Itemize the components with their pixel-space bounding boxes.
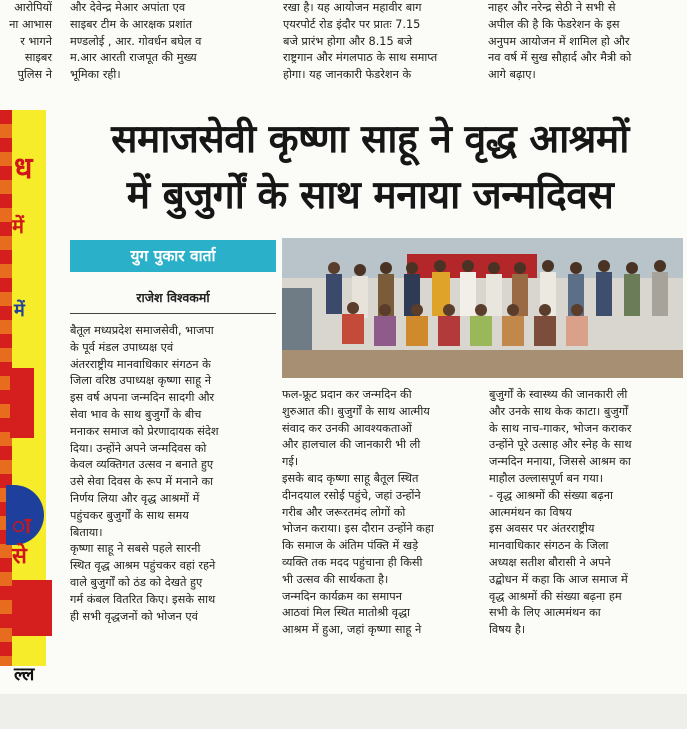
text-line: दीनदयाल रसोई पहुंचे, जहां उन्होंने xyxy=(282,488,421,502)
text-line: अध्यक्ष सतीश बौरासी ने अपने xyxy=(489,555,611,569)
text-line: रखा है। यह आयोजन महावीर बाग xyxy=(283,1,422,14)
ad-text: में xyxy=(14,300,25,321)
text-line: आगे बढ़ाए। xyxy=(488,68,536,82)
text-line: होगा। यह जानकारी फेडरेशन के xyxy=(283,68,412,82)
text-line: आठवां मिल स्थित मातोश्री वृद्धा xyxy=(282,606,410,620)
text-line: बिताया। xyxy=(70,525,103,539)
text-line: पहुंचकर बुजुर्गों के साथ समय xyxy=(70,508,189,522)
ad-text: ा से xyxy=(12,514,31,569)
article-column-middle xyxy=(282,387,478,668)
headline-line-2: में बुजुर्गों के साथ मनाया जन्मदिवस xyxy=(126,173,614,218)
text-line: बुजुर्गों के स्वास्थ्य की जानकारी ली xyxy=(489,388,628,401)
text-line: के पूर्व मंडल उपाध्यक्ष एवं xyxy=(70,340,174,354)
text-line: शुरुआत की। बुजुर्गों के साथ आत्मीय xyxy=(282,404,430,418)
text-line: गरीब और जरूरतमंद लोगों को xyxy=(282,505,406,519)
text-line: और हालचाल की जानकारी भी ली xyxy=(282,438,421,452)
text-line: फल-फ्रूट प्रदान कर जन्मदिन की xyxy=(282,388,412,401)
text-line: मानवाधिकार संगठन के जिला xyxy=(489,539,609,553)
byline-divider xyxy=(70,313,276,314)
text-line: दिया। उन्होंने अपने जन्मदिवस को xyxy=(70,441,207,455)
text-line: गई। xyxy=(282,455,299,469)
text-line: भूमिका रही। xyxy=(70,68,121,82)
text-line: के साथ नाच-गाकर, भोजन कराकर xyxy=(489,421,632,435)
article-photo xyxy=(282,238,683,378)
side-advertisement xyxy=(0,110,46,685)
text-line: व्यक्ति तक मदद पहुंचाना ही किसी xyxy=(282,555,423,569)
text-line: इसके बाद कृष्णा साहू बैतूल स्थित xyxy=(282,471,419,485)
text-line: और उनके साथ केक काटा। बुजुर्गों xyxy=(489,404,629,418)
top-column-4 xyxy=(488,0,682,84)
photo-figure xyxy=(282,288,312,350)
text-line: म.आर आरती राजपूत की मुख्य xyxy=(70,51,197,65)
text-line: वृद्ध आश्रमों की संख्या बढ़ना हम xyxy=(489,589,622,603)
text-line: बजे प्रारंभ होगा और 8.15 बजे xyxy=(283,34,413,48)
subheading: आत्ममंथन का विषय xyxy=(489,505,572,519)
text-line: सेवा भाव के साथ बुजुर्गों के बीच xyxy=(70,407,202,421)
text-line: माहौल उल्लासपूर्ण बन गया। xyxy=(489,471,603,485)
ad-text: ध xyxy=(14,151,33,186)
text-line: उद्बोधन में कहा कि आज समाज में xyxy=(489,572,628,586)
text-line: और देवेन्द्र मेआर अपांता एव xyxy=(70,1,186,14)
byline: राजेश विश्वकर्मा xyxy=(136,290,210,305)
ad-red-stripe xyxy=(12,580,52,636)
text-line: भी उत्सव की सार्थकता है। xyxy=(282,572,389,586)
article-column-right xyxy=(489,387,683,668)
page-bottom-margin xyxy=(0,694,687,729)
text-line: कि समाज के अंतिम पंक्ति में खड़े xyxy=(282,539,419,553)
text-line: साइबर xyxy=(24,51,52,65)
text-line: संवाद कर उनकी आवश्यकताओं xyxy=(282,421,412,435)
text-line: अनुपम आयोजन में शामिल हो और xyxy=(488,34,630,48)
ad-text: में xyxy=(12,214,24,238)
text-line: आरोपियों xyxy=(14,1,52,14)
text-line: राष्ट्रगान और मंगलपाठ के साथ समाप्त xyxy=(283,51,438,65)
text-line: उन्होंने पूरे उत्साह और स्नेह के साथ xyxy=(489,438,632,452)
text-line: वाले बुजुर्गों को ठंड को देखते हुए xyxy=(70,575,203,589)
text-line: साइबर टीम के आरक्षक प्रशांत xyxy=(70,17,193,31)
headline-line-1: समाजसेवी कृष्णा साहू ने वृद्ध आश्रमों xyxy=(111,117,629,162)
agency-label: युग पुकार वार्ता xyxy=(70,240,276,272)
text-line: आश्रम में हुआ, जहां कृष्णा साहू ने xyxy=(282,623,422,637)
text-line: मनाकर समाज को प्रेरणादायक संदेश xyxy=(70,424,219,438)
text-line: ना आभास xyxy=(9,17,52,31)
text-line: विषय है। xyxy=(489,623,526,637)
text-line: स्थित वृद्ध आश्रम पहुंचकर वहां रहने xyxy=(70,559,216,573)
text-line: जन्मदिन मनाया, जिससे आश्रम का xyxy=(489,455,631,469)
text-line: गर्म कंबल वितरित किए। इसके साथ xyxy=(70,592,216,606)
text-line: नाहर और नरेन्द्र सेठी ने सभी से xyxy=(488,1,616,14)
text-line: उसे सेवा दिवस के रूप में मनाने का xyxy=(70,475,214,489)
group-photo-illustration xyxy=(282,238,683,378)
text-line: कृष्णा साहू ने सबसे पहले सारनी xyxy=(70,542,201,556)
text-line: भोजन कराया। इस दौरान उन्होंने कहा xyxy=(282,522,434,536)
text-line: जन्मदिन कार्यक्रम का समापन xyxy=(282,589,402,603)
article-column-left xyxy=(70,323,276,668)
top-column-1 xyxy=(0,0,52,84)
text-line: अंतरराष्ट्रीय मानवाधिकार संगठन के xyxy=(70,357,211,371)
text-line: एयरपोर्ट रोड इंदौर पर प्रातः 7.15 xyxy=(283,17,421,31)
text-line: केवल व्यक्तिगत उत्सव न बनाते हुए xyxy=(70,458,214,472)
text-line: निर्णय लिया और वृद्ध आश्रमों में xyxy=(70,491,200,505)
text-line: इस अवसर पर अंतरराष्ट्रीय xyxy=(489,522,595,536)
text-line: मण्डलोई , आर. गोवर्धन बघेल व xyxy=(70,34,202,48)
photo-ground xyxy=(282,350,683,378)
ad-text: ल्ल xyxy=(14,664,35,685)
text-line: सभी के लिए आत्ममंथन का xyxy=(489,606,601,620)
article-headline xyxy=(60,112,680,224)
text-line: नव वर्ष में सुख सौहार्द और मैत्री को xyxy=(488,51,632,65)
text-line: अपील की है कि फेडरेशन के इस xyxy=(488,17,620,31)
text-line: इस वर्ष अपना जन्मदिन सादगी और xyxy=(70,391,215,405)
subheading: - वृद्ध आश्रमों की संख्या बढ़ना xyxy=(489,488,613,502)
text-line: पुलिस ने xyxy=(17,68,52,82)
text-line: र भागने xyxy=(20,34,52,48)
top-column-3 xyxy=(283,0,477,84)
text-line: बैतूल मध्यप्रदेश समाजसेवी, भाजपा xyxy=(70,324,214,337)
text-line: ही सभी वृद्धजनों को भोजन एवं xyxy=(70,609,198,623)
text-line: जिला वरिष्ठ उपाध्यक्ष कृष्णा साहू ने xyxy=(70,374,212,388)
top-column-2 xyxy=(70,0,276,84)
ad-red-block xyxy=(10,368,34,438)
